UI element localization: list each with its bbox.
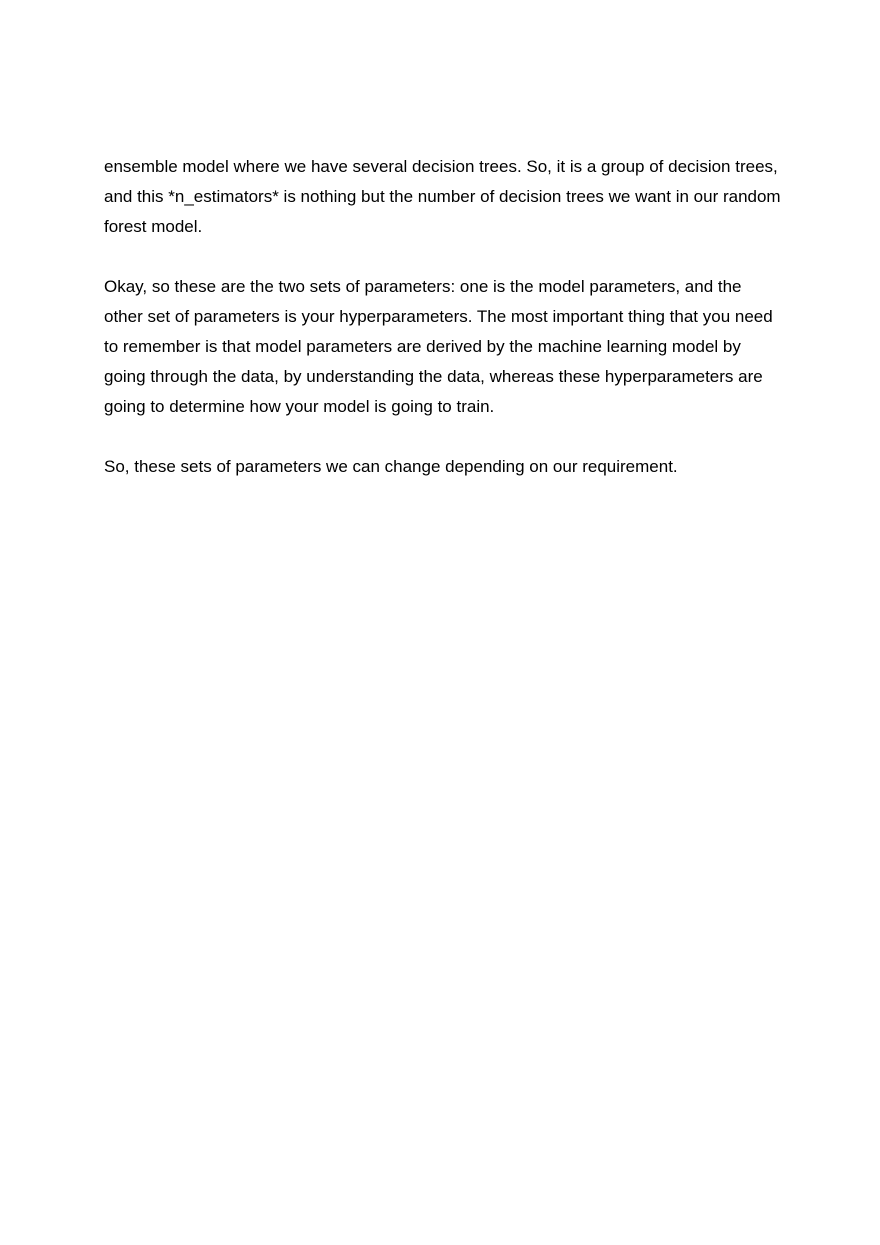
document-body [104, 152, 784, 512]
paragraph-ensemble-model: ensemble model where we have several decision trees. So, it is a group of decision trees, and this *n_estimators* is nothing but the number of decision trees we want in our random forest model. [104, 157, 781, 236]
paragraph-parameter-sets: Okay, so these are the two sets of parameters: one is the model parameters, and the other set of parameters is your hyperparameters. The most important thing that you need to remember is that model parameters are derived by the machine learning model by going through the data, by understanding the data, whereas these hyperparameters are going to determine how your model is going to train. [104, 277, 773, 416]
paragraph-requirement: So, these sets of parameters we can change depending on our requirement. [104, 457, 678, 476]
